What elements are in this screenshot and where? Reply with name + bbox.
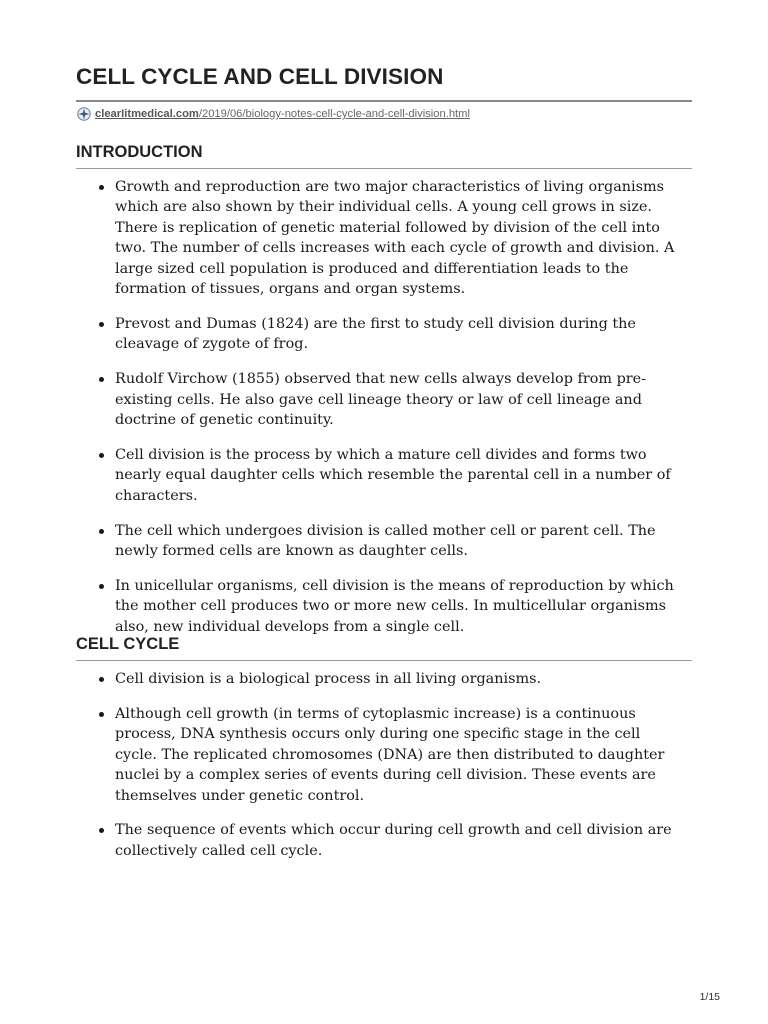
globe-icon	[77, 107, 91, 121]
list-item: Rudolf Virchow (1855) observed that new cells always develop from pre-existing cells. He also gave cell lineage theory or law of cell lineage and doctrine of genetic continuity.	[96, 369, 686, 430]
list-item: Prevost and Dumas (1824) are the first to study cell division during the cleavage of zygote of frog.	[96, 314, 686, 355]
title-divider	[76, 100, 692, 102]
cell-cycle-list	[96, 669, 686, 876]
list-item: Although cell growth (in terms of cytoplasmic increase) is a continuous process, DNA synthesis occurs only during one specific stage in the cell cycle. The replicated chromosomes (DNA) are then distributed to daughter nuclei by a complex series of events during cell division. These events are themselves under genetic control.	[96, 704, 686, 806]
source-path[interactable]: /2019/06/biology-notes-cell-cycle-and-cell-division.html	[198, 108, 470, 120]
page-number: 1/15	[699, 991, 720, 1003]
section-heading-cell-cycle: CELL CYCLE	[76, 635, 180, 653]
list-item: Cell division is the process by which a mature cell divides and forms two nearly equal daughter cells which resemble the parental cell in a number of characters.	[96, 445, 686, 506]
list-item: Growth and reproduction are two major characteristics of living organisms which are also shown by their individual cells. A young cell grows in size. There is replication of genetic material followed by division of the cell into two. The number of cells increases with each cycle of growth and division. A large sized cell population is produced and differentiation leads to the formation of tissues, organs and organ systems.	[96, 177, 686, 299]
section-heading-introduction: INTRODUCTION	[76, 143, 203, 161]
source-domain[interactable]: clearIitmedical.com	[95, 108, 199, 120]
list-item: The cell which undergoes division is called mother cell or parent cell. The newly formed cells are known as daughter cells.	[96, 521, 686, 562]
list-item: The sequence of events which occur during cell growth and cell division are collectively called cell cycle.	[96, 820, 686, 861]
section-divider-cell-cycle	[76, 660, 692, 661]
page-title: CELL CYCLE AND CELL DIVISION	[76, 64, 444, 89]
list-item: In unicellular organisms, cell division is the means of reproduction by which the mother cell produces two or more new cells. In multicellular organisms also, new individual develops from a single cell.	[96, 576, 686, 637]
source-link[interactable]	[77, 106, 470, 122]
section-divider-introduction	[76, 168, 692, 169]
list-item: Cell division is a biological process in all living organisms.	[96, 669, 686, 689]
introduction-list	[96, 177, 686, 652]
